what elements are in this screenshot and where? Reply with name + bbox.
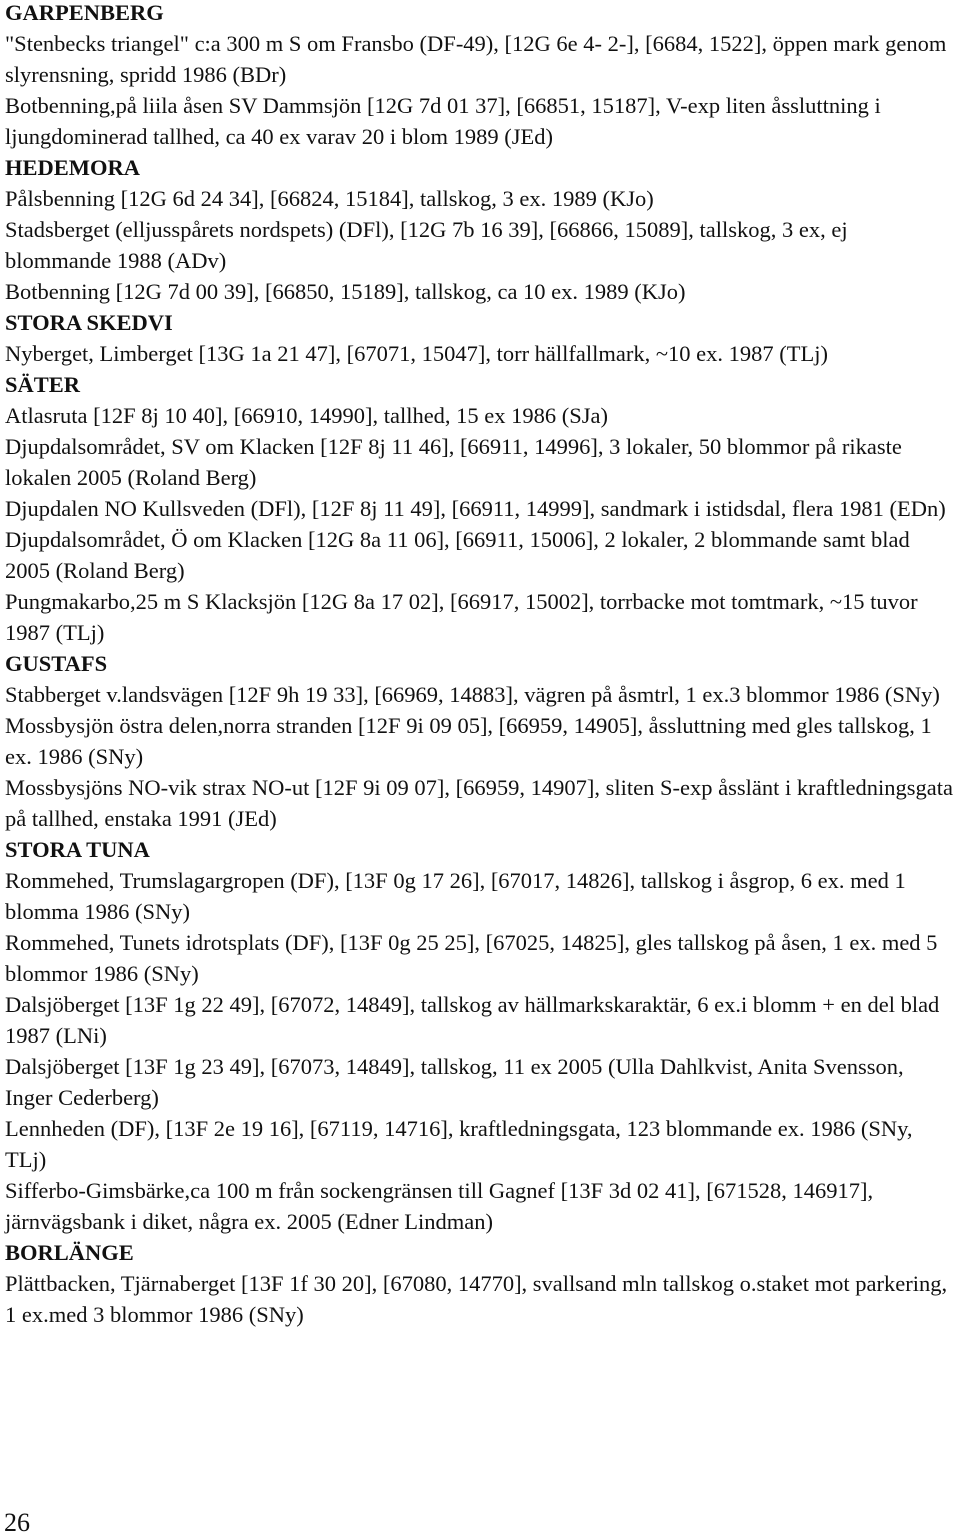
section-heading: GARPENBERG: [5, 0, 164, 25]
locality-entry: Mossbysjöns NO-vik strax NO-ut [12F 9i 09 07], [66959, 14907], sliten S-exp åsslänt i kraftledningsgata på tallhed, enstaka 1991 (JEd): [5, 775, 954, 831]
locality-entry: Botbenning [12G 7d 00 39], [66850, 15189], tallskog, ca 10 ex. 1989 (KJo): [5, 279, 686, 304]
section-garpenberg: [5, 0, 955, 152]
page-number: 26: [4, 1508, 30, 1537]
section-borlange: [5, 1237, 955, 1330]
locality-entry: Nyberget, Limberget [13G 1a 21 47], [67071, 15047], torr hällfallmark, ~10 ex. 1987 (TLj): [5, 341, 829, 366]
locality-entry: Dalsjöberget [13F 1g 22 49], [67072, 14849], tallskog av hällmarkskaraktär, 6 ex.i blomm + en del blad 1987 (LNi): [5, 992, 940, 1048]
locality-entry: Djupdalsområdet, Ö om Klacken [12G 8a 11 06], [66911, 15006], 2 lokaler, 2 blommande samt blad 2005 (Roland Berg): [5, 527, 910, 583]
locality-entry: Sifferbo-Gimsbärke,ca 100 m från sockengränsen till Gagnef [13F 3d 02 41], [671528, 146917], järnvägsbank i diket, några ex. 2005 (Edner Lindman): [5, 1178, 874, 1234]
section-heading: SÄTER: [5, 372, 81, 397]
locality-entry: Rommehed, Tunets idrotsplats (DF), [13F 0g 25 25], [67025, 14825], gles tallskog på åsen, 1 ex. med 5 blommor 1986 (SNy): [5, 930, 938, 986]
locality-entry: Stadsberget (elljusspårets nordspets) (DFl), [12G 7b 16 39], [66866, 15089], tallskog, 3 ex, ej blommande 1988 (ADv): [5, 217, 848, 273]
locality-entry: Stabberget v.landsvägen [12F 9h 19 33], [66969, 14883], vägren på åsmtrl, 1 ex.3 blommor 1986 (SNy): [5, 682, 940, 707]
section-stora-skedvi: [5, 307, 955, 369]
locality-entry: Lennheden (DF), [13F 2e 19 16], [67119, 14716], kraftledningsgata, 123 blommande ex. 1986 (SNy, TLj): [5, 1116, 913, 1172]
locality-entry: Djupdalen NO Kullsveden (DFl), [12F 8j 11 49], [66911, 14999], sandmark i istidsdal, flera 1981 (EDn): [5, 496, 946, 521]
locality-entry: Atlasruta [12F 8j 10 40], [66910, 14990], tallhed, 15 ex 1986 (SJa): [5, 403, 609, 428]
section-sater: [5, 369, 955, 648]
locality-entry: "Stenbecks triangel" c:a 300 m S om Fransbo (DF-49), [12G 6e 4- 2-], [6684, 1522], öppen mark genom slyrensning, spridd 1986 (BDr): [5, 31, 947, 87]
locality-entry: Mossbysjön östra delen,norra stranden [12F 9i 09 05], [66959, 14905], åssluttning med gles tallskog, 1 ex. 1986 (SNy): [5, 713, 932, 769]
section-heading: STORA TUNA: [5, 837, 150, 862]
locality-entry: Plättbacken, Tjärnaberget [13F 1f 30 20], [67080, 14770], svallsand mln tallskog o.staket mot parkering, 1 ex.med 3 blommor 1986 (SNy): [5, 1271, 948, 1327]
locality-entry: Botbenning,på liila åsen SV Dammsjön [12G 7d 01 37], [66851, 15187], V-exp liten åssluttning i ljungdominerad tallhed, ca 40 ex varav 20 i blom 1989 (JEd): [5, 93, 881, 149]
section-heading: GUSTAFS: [5, 651, 108, 676]
section-gustafs: [5, 648, 955, 834]
section-heading: BORLÄNGE: [5, 1240, 134, 1265]
section-hedemora: [5, 152, 955, 307]
locality-entry: Pungmakarbo,25 m S Klacksjön [12G 8a 17 02], [66917, 15002], torrbacke mot tomtmark, ~15 tuvor 1987 (TLj): [5, 589, 918, 645]
locality-entry: Pålsbenning [12G 6d 24 34], [66824, 15184], tallskog, 3 ex. 1989 (KJo): [5, 186, 654, 211]
section-heading: STORA SKEDVI: [5, 310, 173, 335]
locality-entry: Djupdalsområdet, SV om Klacken [12F 8j 11 46], [66911, 14996], 3 lokaler, 50 blommor på rikaste lokalen 2005 (Roland Berg): [5, 434, 902, 490]
section-heading: HEDEMORA: [5, 155, 140, 180]
section-stora-tuna: [5, 834, 955, 1237]
locality-entry: Rommehed, Trumslagargropen (DF), [13F 0g 17 26], [67017, 14826], tallskog i åsgrop, 6 ex. med 1 blomma 1986 (SNy): [5, 868, 906, 924]
locality-entry: Dalsjöberget [13F 1g 23 49], [67073, 14849], tallskog, 11 ex 2005 (Ulla Dahlkvist, Anita Svensson, Inger Cederberg): [5, 1054, 904, 1110]
document-body: [5, 0, 955, 1330]
